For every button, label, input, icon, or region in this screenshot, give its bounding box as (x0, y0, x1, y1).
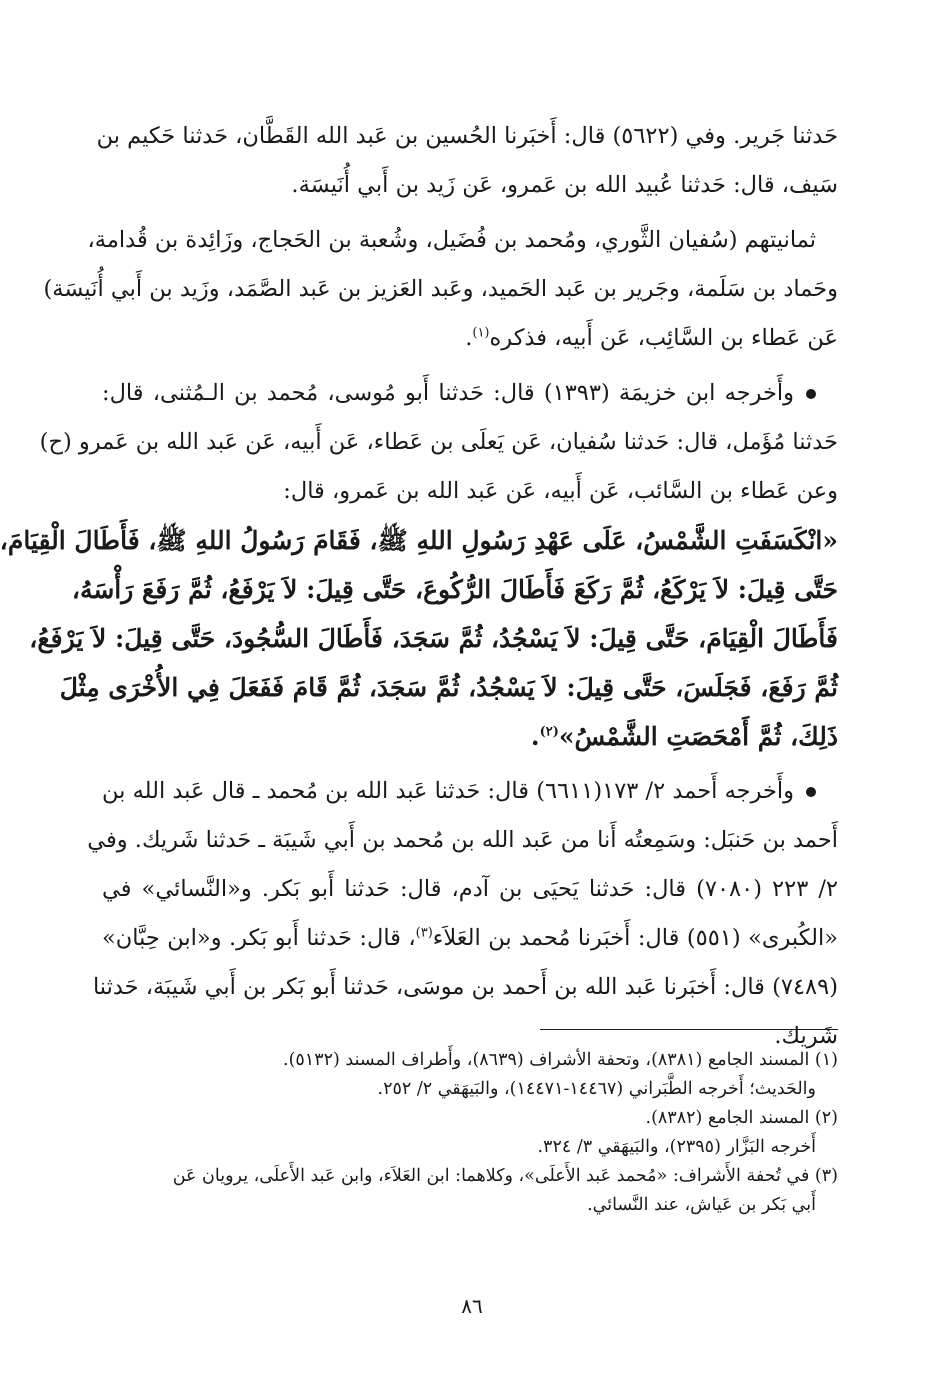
text-segment: . (530, 722, 540, 751)
text-line: وعن عَطاء بن السَّائب، عَن أَبيه، عَن عَبد الله بن عَمرو، قال: (283, 478, 838, 504)
bullet-icon (806, 389, 816, 399)
text-line: أَحمد بن حَنبَل: وسَمِعتُه أَنا من عَبد الله بن مُحمد بن أَبي شَيبَة ـ حَدثنا شَريك. وفي (87, 827, 838, 853)
footnotes (102, 1046, 838, 1220)
footnote-separator (540, 1029, 838, 1030)
paragraph-1 (96, 112, 838, 210)
text-line: ٢/ ٢٢٣ (٧٠٨٠) قال: حَدثنا يَحيَى بن آدم، قال: حَدثنا أَبو بَكر. و«النَّسائي» في (102, 876, 839, 902)
text-line (102, 767, 838, 816)
footnote-ref: (٣) (415, 925, 433, 941)
text-line: حَدثنا جَرير. وفي (٥٦٢٢) قال: أَخبَرنا الحُسين بن عَبد الله القَطَّان، حَدثنا حَكيم بن (96, 123, 838, 149)
text-line (102, 914, 838, 963)
paragraph-2 (43, 216, 838, 363)
text-line: فَأَطَالَ الْقِيَامَ، حَتَّى قِيلَ: لاَ يَسْجُدُ، ثُمَّ سَجَدَ، فَأَطَالَ السُّجُودَ، حَتَّى قِيلَ: لاَ يَرْفَعُ، (29, 624, 838, 653)
text-segment: . (465, 325, 473, 351)
text-line: شَريك. (774, 1023, 838, 1049)
footnote-line: (٣) في تُحفة الأَشراف: «مُحمد عَبد الأَعلَى»، وكلاهما: ابن العَلاَء، وابن عَبد الأَعلَى، يرويان عَن (172, 1166, 838, 1186)
paragraph-3 (39, 369, 838, 516)
text-line: حَتَّى قِيلَ: لاَ يَرْكَعُ، ثُمَّ رَكَعَ فَأَطَالَ الرُّكُوعَ، حَتَّى قِيلَ: لاَ يَرْفَعُ، ثُمَّ رَفَعَ رَأْسَهُ، (71, 575, 838, 604)
text-segment: ، قال: حَدثنا أَبو بَكر. و«ابن حِبَّان» (102, 925, 416, 951)
book-page (2, 0, 942, 1383)
footnote-line: (١) المسند الجامع (٨٣٨١)، وتحفة الأشراف (٨٦٣٩)، وأَطراف المسند (٥١٣٢). (283, 1050, 838, 1070)
footnote-line: والحَديث؛ أَخرجه الطَّبَراني (١٤٤٦٧-١٤٤٧١)، والبَيهَقي ٢/ ٢٥٢. (377, 1079, 816, 1099)
text-segment: وأَخرجه أَحمد ٢/ ١٧٣(٦٦١١) قال: حَدثنا عَبد الله بن مُحمد ـ قال عَبد الله بن (102, 778, 794, 804)
footnote-line: أَبي بَكر بن عَياش، عند النَّسائي. (587, 1195, 816, 1215)
hadith-text (0, 516, 838, 761)
text-line: (٧٤٨٩) قال: أَخبَرنا عَبد الله بن أَحمد بن موسَى، حَدثنا أَبو بَكر بن أَبي شَيبَة، حَدثنا (92, 974, 838, 1000)
text-line: «انْكَسَفَتِ الشَّمْسُ، عَلَى عَهْدِ رَسُولِ اللهِ ﷺ، فَقَامَ رَسُولُ اللهِ ﷺ، فَأَطَالَ الْقِيَامَ، (0, 526, 838, 555)
text-line: ثمانيتهم (سُفيان الثَّوري، ومُحمد بن فُضَيل، وشُعبة بن الحَجاج، وزَائِدة بن قُدامة، (87, 227, 816, 253)
text-line: وحَماد بن سَلَمة، وجَرير بن عَبد الحَميد، وعَبد العَزيز بن عَبد الصَّمَد، وزَيد بن أَبي أُنَيسَة) (43, 276, 838, 302)
text-line: حَدثنا مُؤَمل، قال: حَدثنا سُفيان، عَن يَعلَى بن عَطاء، عَن أَبيه، عَن عَبد الله بن عَمرو (ح) (39, 429, 838, 455)
footnote-line: أَخرجه البَزَّار (٢٣٩٥)، والبَيهَقي ٣/ ٣٢٤. (537, 1137, 816, 1157)
text-line: سَيف، قال: حَدثنا عُبيد الله بن عَمرو، عَن زَيد بن أَبي أُنَيسَة. (291, 172, 838, 198)
footnote-ref: (١) (472, 325, 490, 341)
main-text (0, 112, 839, 1061)
text-segment: عَن عَطاء بن السَّائِب، عَن أَبيه، فذكره (489, 325, 838, 351)
text-segment: وأَخرجه ابن خزيمَة (١٣٩٣) قال: حَدثنا أَبو مُوسى، مُحمد بن الـمُثنى، قال: (102, 380, 794, 406)
text-line: ثُمَّ رَفَعَ، فَجَلَسَ، حَتَّى قِيلَ: لاَ يَسْجُدُ، ثُمَّ سَجَدَ، ثُمَّ قَامَ فَفَعَلَ فِي الأُخْرَى مِثْلَ (59, 673, 838, 702)
text-segment: ذَلِكَ، ثُمَّ أَمْحَصَتِ الشَّمْسُ» (558, 722, 838, 751)
text-line (102, 314, 838, 363)
text-line (102, 369, 838, 418)
footnote-ref: (٢) (539, 724, 559, 740)
footnote-line: (٢) المسند الجامع (٨٣٨٢). (645, 1108, 838, 1128)
text-segment: «الكُبرى» (٥٥١) قال: أَخبَرنا مُحمد بن العَلاَء (432, 925, 839, 951)
paragraph-4 (87, 767, 839, 1061)
bullet-icon (806, 787, 816, 797)
page-number: ٨٦ (461, 1294, 483, 1318)
text-line (102, 712, 838, 761)
